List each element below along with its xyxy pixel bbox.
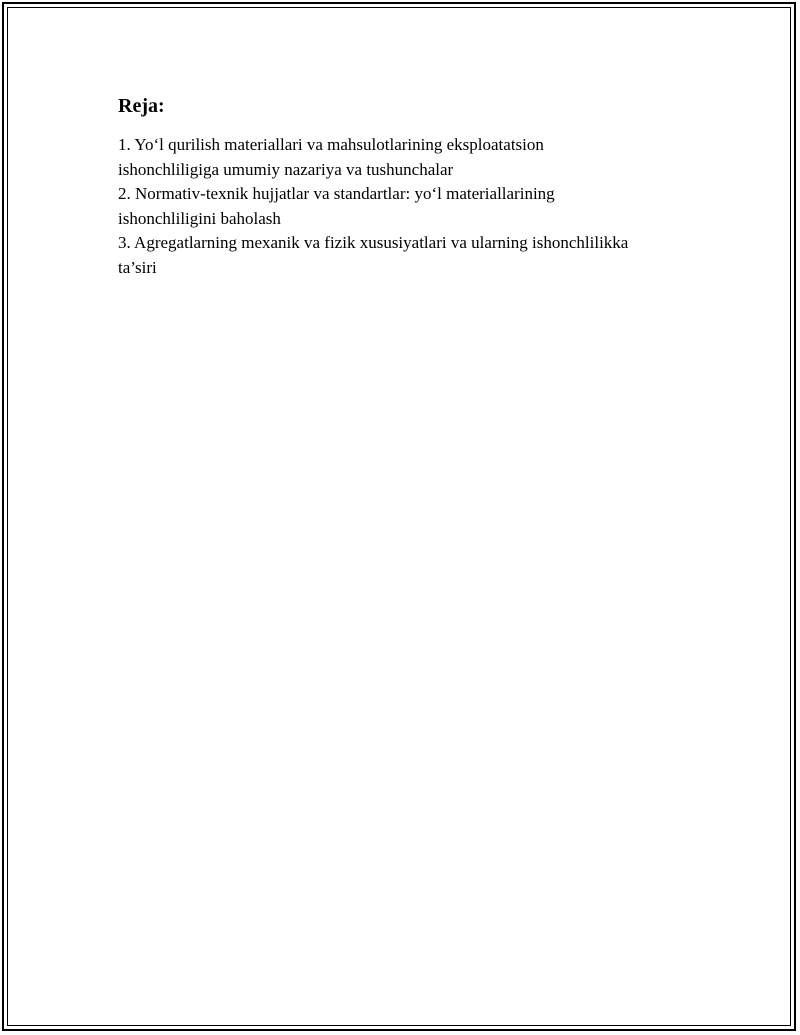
plan-item-1 — [118, 133, 688, 182]
plan-item-2-line-1: 2. Normativ-texnik hujjatlar va standartlar: yo‘l materiallarining — [118, 184, 555, 203]
plan-item-2-line-2: ishonchliligini baholash — [118, 208, 281, 228]
plan-item-1-line-2: ishonchliligiga umumiy nazariya va tushunchalar — [118, 159, 454, 179]
plan-item-2 — [118, 182, 688, 231]
plan-list — [118, 133, 688, 280]
plan-item-3-line-2: ta’siri — [118, 257, 157, 277]
plan-item-3 — [118, 231, 688, 280]
plan-item-1-line-1: 1. Yo‘l qurilish materiallari va mahsulotlarining eksploatatsion — [118, 135, 544, 154]
plan-item-3-line-1: 3. Agregatlarning mexanik va fizik xususiyatlari va ularning ishonchlilikka — [118, 233, 629, 252]
document-body — [118, 93, 688, 280]
plan-heading: Reja: — [118, 95, 165, 117]
